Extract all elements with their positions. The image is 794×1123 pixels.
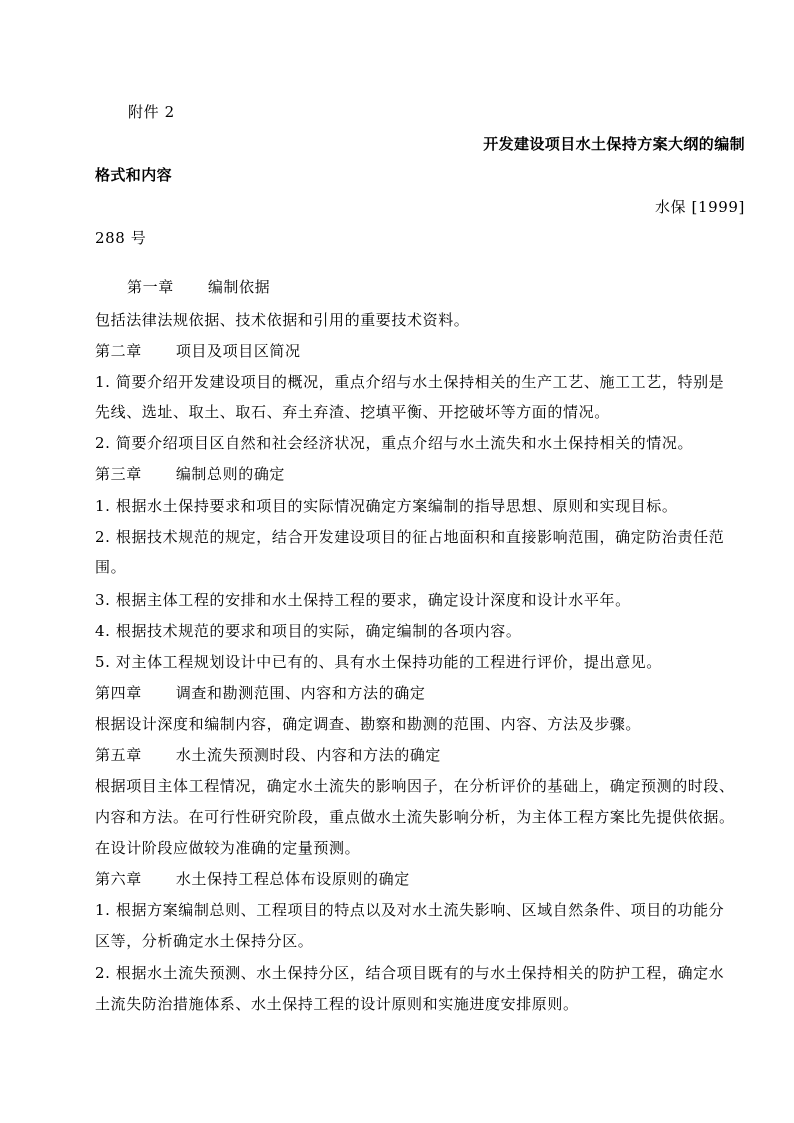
chapter-5-paragraph-1-line-3: 在设计阶段应做较为准确的定量预测。 [95,839,361,857]
chapter-3-paragraph-2-line-2: 围。 [95,558,127,576]
chapter-6-paragraph-1-line-2: 区等，分析确定水土保持分区。 [95,932,314,950]
chapter-3-paragraph-4: 4. 根据技术规范的要求和项目的实际，确定编制的各项内容。 [95,622,522,640]
chapter-5-paragraph-1-line-1: 根据项目主体工程情况，确定水土流失的影响因子，在分析评价的基础上，确定预测的时段、 [95,777,735,795]
doc-number-line-1: 水保 [1999] [654,198,745,216]
document-page [95,0,745,1123]
chapter-1-title: 编制依据 [207,278,271,296]
chapter-1-number: 第一章 [127,278,174,296]
chapter-6-paragraph-1-line-1: 1. 根据方案编制总则、工程项目的特点以及对水土流失影响、区域自然条件、项目的功能分 [95,901,725,919]
title-line-2: 格式和内容 [95,166,173,184]
chapter-3-heading [95,464,745,484]
chapter-3-number: 第三章 [95,465,142,483]
chapter-5-paragraph-1-line-2: 内容和方法。在可行性研究阶段，重点做水土流失影响分析，为主体工程方案比先提供依据。 [95,808,735,826]
chapter-4-heading [95,683,745,703]
chapter-2-number: 第二章 [95,342,142,360]
chapter-3-paragraph-3: 3. 根据主体工程的安排和水土保持工程的要求，确定设计深度和设计水平年。 [95,591,631,609]
chapter-6-paragraph-2-line-2: 土流失防治措施体系、水土保持工程的设计原则和实施进度安排原则。 [95,995,579,1013]
chapter-2-paragraph-2: 2. 简要介绍项目区自然和社会经济状况，重点介绍与水土流失和水土保持相关的情况。 [95,434,694,452]
attachment-label: 附件 2 [128,103,175,121]
chapter-3-paragraph-2-line-1: 2. 根据技术规范的规定，结合开发建设项目的征占地面积和直接影响范围，确定防治责任范 [95,528,725,546]
chapter-3-paragraph-5: 5. 对主体工程规划设计中已有的、具有水土保持功能的工程进行评价，提出意见。 [95,653,662,671]
chapter-4-paragraph-1: 根据设计深度和编制内容，确定调查、勘察和勘测的范围、内容、方法及步骤。 [95,715,642,733]
chapter-1-heading [127,277,777,297]
chapter-6-title: 水土保持工程总体布设原则的确定 [175,870,410,888]
chapter-4-number: 第四章 [95,684,142,702]
title-line-1: 开发建设项目水土保持方案大纲的编制 [483,135,745,153]
chapter-2-heading [95,341,745,361]
chapter-3-title: 编制总则的确定 [175,465,286,483]
chapter-2-paragraph-1-line-1: 1. 简要介绍开发建设项目的概况，重点介绍与水土保持相关的生产工艺、施工工艺，特别是 [95,373,725,391]
chapter-6-paragraph-2-line-1: 2. 根据水土流失预测、水土保持分区，结合项目既有的与水土保持相关的防护工程，确定水 [95,964,725,982]
chapter-3-paragraph-1: 1. 根据水土保持要求和项目的实际情况确定方案编制的指导思想、原则和实现目标。 [95,497,678,515]
doc-number-line-2: 288 号 [95,229,147,247]
chapter-4-title: 调查和勘测范围、内容和方法的确定 [175,684,426,702]
chapter-6-number: 第六章 [95,870,142,888]
chapter-2-title: 项目及项目区简况 [175,342,301,360]
chapter-6-heading [95,869,745,889]
chapter-5-heading [95,745,745,765]
chapter-5-title: 水土流失预测时段、内容和方法的确定 [175,746,442,764]
chapter-5-number: 第五章 [95,746,142,764]
chapter-1-paragraph-1: 包括法律法规依据、技术依据和引用的重要技术资料。 [95,311,470,329]
chapter-2-paragraph-1-line-2: 先线、选址、取土、取石、弃土弃渣、挖填平衡、开挖破坏等方面的情况。 [95,403,610,421]
